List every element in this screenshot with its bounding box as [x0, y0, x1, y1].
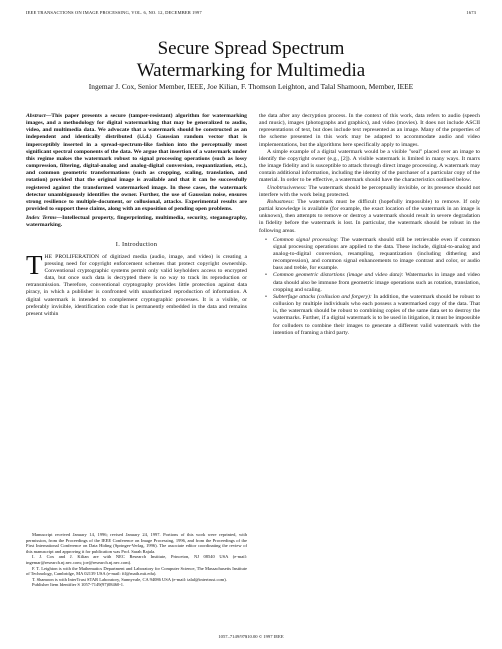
list-item [267, 272, 480, 293]
intro-paragraph [26, 249, 247, 318]
footnote-leighton: F. T. Leighton is with the Mathematics Department and Laboratory for Computer Science, The Massachusetts Institute of Technology, Cambridge, MA 02139 USA (e-mail: ftl@math.mit.edu). [26, 565, 247, 577]
section-heading-introduction: I. Introduction [115, 240, 158, 248]
title-line-1: Secure Spread Spectrum [157, 38, 345, 59]
footnote-cox-kilian: I. J. Cox and J. Kilian are with NEC Research Institute, Princeton, NJ 08540 USA (e-mail: ingemar@research.nj.nec.com; joe@research.nj.nec.com). [26, 554, 247, 565]
paper-title [0, 38, 502, 82]
bullet-label: Common geometric distortions (image and video data): [273, 272, 404, 279]
right-column [259, 113, 480, 337]
page-number: 1673 [466, 10, 476, 15]
robustness-label: Robustness: [267, 198, 295, 205]
unobtrusiveness-paragraph [259, 185, 480, 199]
intro-text: HE PROLIFERATION of digitized media (audio, image, and video) is creating a pressing need for copyright enforcement schemes that protect copyright ownership. Conventional cryptographic systems permit only valid keyholders access to encrypted data, but once such data is decrypted there is no way to track its reproduction or retransmission. Therefore, conventional cryptography provides little protection against data piracy, in which a publisher is confronted with unauthorized reproduction of information. A digital watermark is intended to complement cryptographic processes. It is a visible, or preferably invisible, identification code that is permanently embedded in the data and remains present within [26, 253, 247, 317]
bullet-text: In addition, the watermark should be robust to collusion by multiple individuals who each possess a watermarked copy of the data. That is, the watermark should be robust to combining copies of the same data set to destroy the watermarks. Further, if a digital watermark is to be used in litigation, it must be impossible for colluders to combine their images to generate a different valid watermark with the intention of framing a third party. [273, 293, 480, 336]
footnote-manuscript: Manuscript received January 14, 1996; revised January 24, 1997. Portions of this work were reprinted, with permission, from the Proceedings of the IEEE Conference on Image Processing, 1996, and from the Proceedings of the First International Conference on Data Hiding (Springer-Verlag, 1996). The associate editor coordinating the review of this manuscript and approving it for publication was Prof. Sarah Rajala. [26, 532, 247, 554]
abstract-label: Abstract— [26, 113, 52, 119]
bullet-label: Common signal processing: [273, 236, 339, 243]
unobtrusiveness-label: Unobtrusiveness: [267, 184, 307, 191]
abstract [26, 113, 247, 213]
bullet-label: Subterfuge attacks (collusion and forgery): [273, 293, 372, 300]
list-item [267, 294, 480, 337]
robustness-paragraph [259, 199, 480, 235]
left-column [26, 113, 247, 318]
footnote-publisher-id: Publisher Item Identifier S 1057-7149(97)08460-1. [32, 582, 125, 588]
body-paragraph-2: A simple example of a digital watermark would be a visible "seal" placed over an image to identify the copyright owner (e.g., [2]). A visible watermark is limited in many ways. It marrs the image fidelity and is susceptible to attack through direct image processing. A watermark may contain additional information, including the identity of the purchaser of a particular copy of the material. In order to be effective, a watermark should have the characteristics outlined below. [259, 148, 480, 184]
author-list: Ingemar J. Cox, Senior Member, IEEE, Joe Kilian, F. Thomson Leighton, and Talal Shamoon, Member, IEEE [88, 82, 414, 91]
running-head-journal: IEEE TRANSACTIONS ON IMAGE PROCESSING, VOL. 6, NO. 12, DECEMBER 1997 [26, 10, 202, 15]
index-terms-label: Index Terms— [26, 215, 63, 222]
title-line-2: Watermarking for Multimedia [136, 60, 366, 81]
list-item [267, 237, 480, 273]
unobtrusiveness-text: The watermark should be perceptually invisible, or its presence should not interfere with the work being protected. [259, 184, 480, 198]
index-terms [26, 215, 247, 229]
footnotes [26, 531, 247, 588]
robustness-list [259, 237, 480, 337]
bullet-text: The watermark should still be retrievable even if common signal processing operations are applied to the data. These include, digital-to-analog and analog-to-digital conversion, resampling, requantization (including dithering and recompression), and common signal enhancements to image contrast and color, or audio bass and treble, for example. [273, 236, 480, 272]
bullet-text: Watermarks in image and video data should also be immune from geometric image operations such as rotation, translation, cropping and scaling. [273, 272, 480, 293]
footnote-shamoon: T. Shamoon is with InterTrust STAR Laboratory, Sunnyvale, CA 94086 USA (e-mail: talal@intertrust.com). [32, 576, 227, 582]
drop-cap: T [26, 249, 43, 280]
index-terms-text: Intellectual property, fingerprinting, multimedia, security, steganography, watermarking. [26, 215, 247, 229]
body-paragraph-1: the data after any decryption process. In the context of this work, data refers to audio (speech and music), images (photographs and graphics), and video (movies). It does not include ASCII representations of text, but does include text represented as an image. Many of the properties of the scheme presented in this work may be adapted to accommodate audio and video implementations, but the algorithms here specifically apply to images. [259, 113, 480, 148]
abstract-text: This paper presents a secure (tamper-resistant) algorithm for watermarking images, and a methodology for digital watermarking that may be generalized to audio, video, and multimedia data. We advocate that a watermark should be constructed as an independent and identically distributed (i.i.d.) Gaussian random vector that is imperceptibly inserted in a spread-spectrum-like fashion into the perceptually most significant spectral components of the data. We argue that insertion of a watermark under this regime makes the watermark robust to signal processing operations (such as lossy compression, filtering, digital-analog and analog-digital conversion, requantization, etc.), and common geometric transformations (such as cropping, scaling, translation, and rotation) provided that the original image is available and that it can be successfully registered against the transformed watermarked image. In these cases, the watermark detector unambiguously identifies the owner. Further, the use of Gaussian noise, ensures strong resilience to multiple-document, or collusional, attacks. Experimental results are provided to support these claims, along with an exposition of pending open problems. [26, 113, 247, 213]
robustness-text: The watermark must be difficult (hopefully impossible) to remove. If only partial knowledge is available (for example, the exact location of the watermark in an image is unknown), then attempts to remove or destroy a watermark should result in severe degradation in fidelity before the watermark is lost. In particular, the watermark should be robust in the following areas. [259, 198, 480, 234]
running-head [26, 10, 476, 15]
copyright-footer: 1057–7149/97$10.00 © 1997 IEEE [218, 634, 284, 639]
